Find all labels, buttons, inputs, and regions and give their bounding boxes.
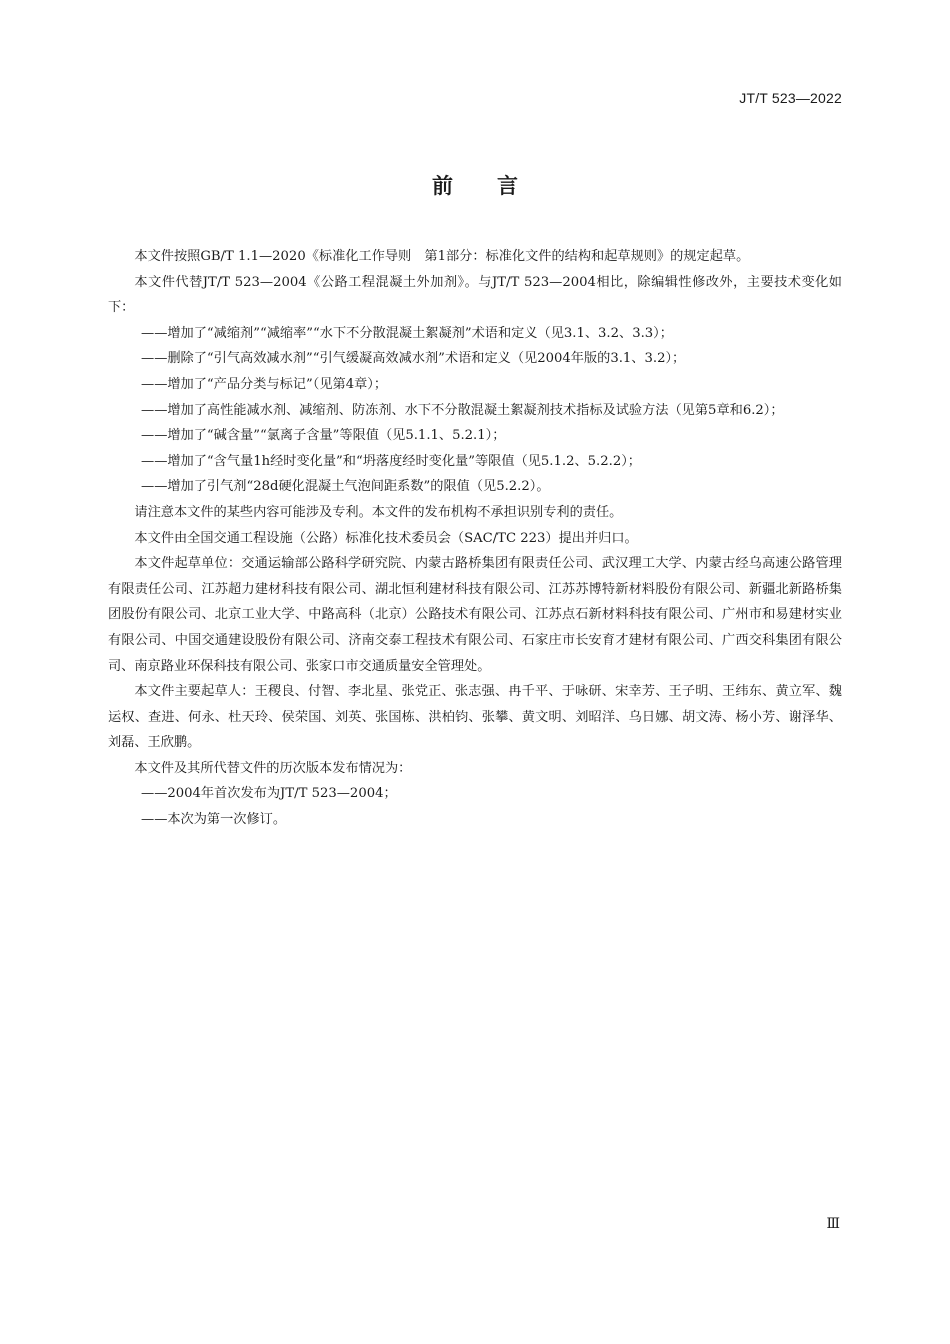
committee-paragraph: 本文件由全国交通工程设施（公路）标准化技术委员会（SAC/TC 223）提出并归口。 — [134, 530, 638, 546]
history-item: ——2004年首次发布为JT/T 523—2004； — [141, 786, 397, 802]
history-item: ——本次为第一次修订。 — [141, 812, 287, 828]
change-item: ——增加了引气剂“28d硬化混凝土气泡间距系数”的限值（见5.2.2）。 — [141, 479, 550, 495]
history-intro-paragraph: 本文件及其所代替文件的历次版本发布情况为： — [134, 760, 412, 776]
change-item: ——增加了“减缩剂”“减缩率”“水下不分散混凝土絮凝剂”术语和定义（见3.1、3.2、3.3）； — [141, 325, 673, 341]
change-item: ——增加了“含气量1h经时变化量”和“坍落度经时变化量”等限值（见5.1.2、5.2.2）； — [141, 453, 641, 469]
patent-notice-paragraph: 请注意本文件的某些内容可能涉及专利。本文件的发布机构不承担识别专利的责任。 — [134, 504, 623, 520]
change-item: ——删除了“引气高效减水剂”“引气缓凝高效减水剂”术语和定义（见2004年版的3.1、3.2）； — [141, 351, 686, 367]
change-item: ——增加了“产品分类与标记”（见第4章）； — [141, 376, 388, 392]
drafting-rule-paragraph: 本文件按照GB/T 1.1—2020《标准化工作导则 第1部分：标准化文件的结构和起草规则》的规定起草。 — [134, 249, 750, 264]
preface-body — [108, 244, 842, 833]
page-number: Ⅲ — [826, 1216, 840, 1232]
drafting-units-paragraph: 本文件起草单位：交通运输部公路科学研究院、内蒙古路桥集团有限责任公司、武汉理工大学、内蒙古经乌高速公路管理有限责任公司、江苏超力建材科技有限公司、湖北恒利建材科技有限公司、江苏苏博特新材料股份有限公司、新疆北新路桥集团股份有限公司、北京工业大学、中路高科（北京）公路技术有限公司、江苏点石新材料科技有限公司、广州市和易建材实业有限公司、中国交通建设股份有限公司、济南交泰工程技术有限公司、石家庄市长安育才建材有限公司、广西交科集团有限公司、南京路业环保科技有限公司、张家口市交通质量安全管理处。 — [108, 556, 842, 674]
page-title: 前言 — [432, 174, 562, 198]
change-item: ——增加了高性能减水剂、减缩剂、防冻剂、水下不分散混凝土絮凝剂技术指标及试验方法（见第5章和6.2）； — [141, 402, 784, 418]
change-item: ——增加了“碱含量”“氯离子含量”等限值（见5.1.1、5.2.1）； — [141, 428, 506, 444]
standard-code: JT/T 523—2022 — [739, 90, 842, 106]
drafters-paragraph: 本文件主要起草人：王稷良、付智、李北星、张党正、张志强、冉千平、于咏研、宋幸芳、王子明、王纬东、黄立军、魏运权、查进、何永、杜天玲、侯荣国、刘英、张国栋、洪柏钧、张攀、黄文明、刘昭洋、乌日娜、胡文涛、杨小芳、谢泽华、刘磊、王欣鹏。 — [108, 684, 842, 751]
replacement-paragraph: 本文件代替JT/T 523—2004《公路工程混凝土外加剂》。与JT/T 523—2004相比，除编辑性修改外，主要技术变化如下： — [108, 274, 842, 316]
